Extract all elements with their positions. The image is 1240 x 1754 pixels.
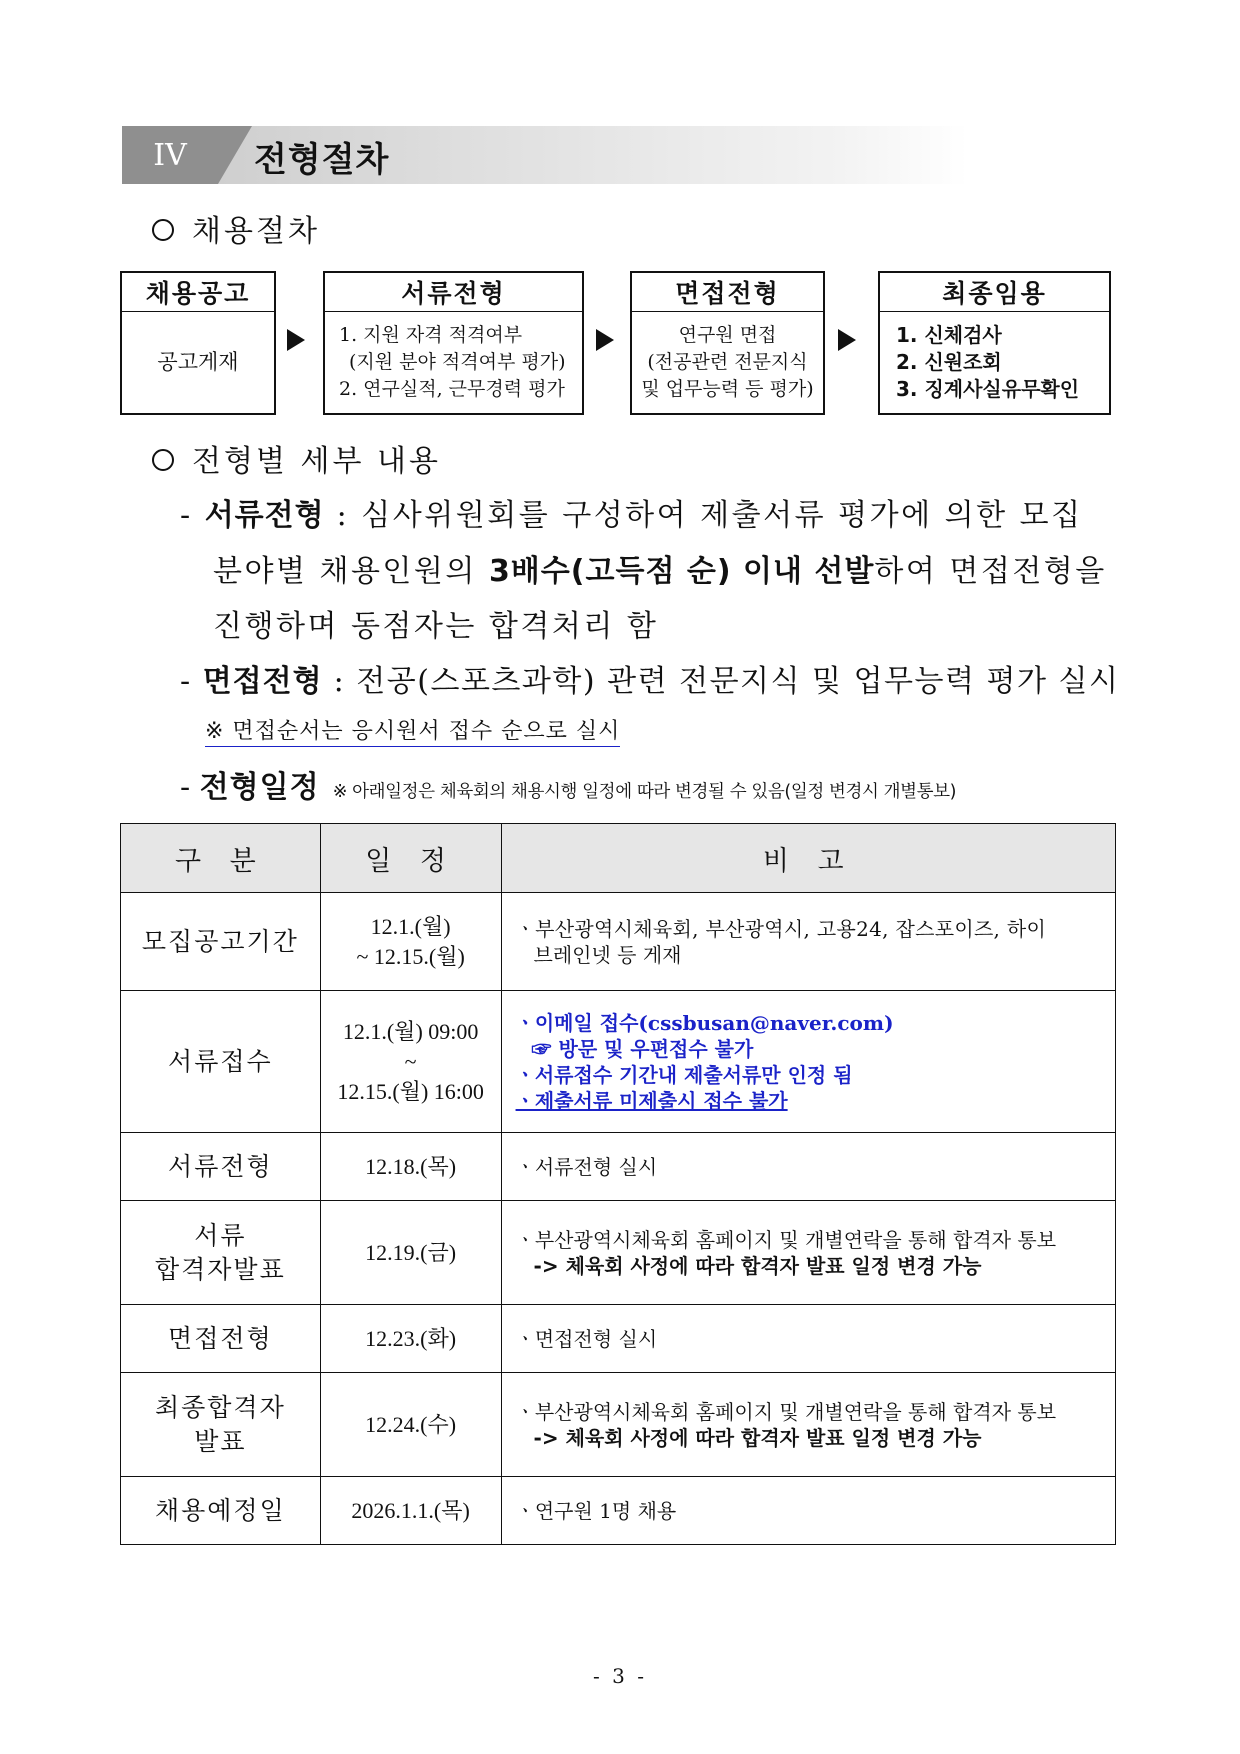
flow-box-line: 연구원 면접 [678,323,777,346]
row-date: 12.1.(월) ~ 12.15.(월) [320,893,501,991]
flow-box-line: (지원 분야 적격여부 평가) [349,350,566,373]
circle-bullet-icon [152,219,174,241]
doc-screening-line-3: 진행하며 동점자는 합격처리 함 [213,609,659,644]
section-number: IV [122,126,218,184]
interview-line: - 면접전형 : 전공(스포츠과학) 관련 전문지식 및 업무능력 평가 실시 [180,664,1120,699]
schedule-table [120,823,1116,1545]
table-row [121,893,1116,991]
table-header-cell: 구 분 [121,824,321,893]
flow-box-announcement [120,271,276,415]
row-date: 12.18.(목) [320,1133,501,1201]
detail-heading: 전형별 세부 내용 [152,436,441,480]
schedule-note: ※ 아래일정은 체육회의 채용시행 일정에 따라 변경될 수 있음(일정 변경시 개별통보) [332,782,957,802]
table-header-row [121,824,1116,893]
table-row [121,1373,1116,1477]
procedure-heading: 채용절차 [152,206,320,250]
section-header [122,126,968,184]
row-note: ㆍ연구원 1명 채용 [501,1477,1115,1545]
flow-box-line: 및 업무능력 등 평가) [641,377,814,400]
flow-box-line: 2. 연구실적, 근무경력 평가 [339,377,565,400]
row-category: 최종합격자 발표 [121,1373,321,1477]
flow-arrow-icon [838,329,856,351]
flow-box-line: 1. 신체검사 [896,322,1002,347]
row-note: ㆍ부산광역시체육회 홈페이지 및 개별연락을 통해 합격자 통보 -> 체육회 사정에 따라 합격자 발표 일정 변경 가능 [501,1373,1115,1477]
row-category: 면접전형 [121,1305,321,1373]
doc-screening-line-1: - 서류전형 : 심사위원회를 구성하여 제출서류 평가에 의한 모집 [180,498,1083,533]
flow-box-line: 1. 지원 자격 적격여부 [339,323,523,346]
flow-box-final-appointment [878,271,1111,415]
page-number: - 3 - [593,1664,647,1688]
flow-box-interview [630,271,825,415]
flow-box-line: (전공관련 전문지식 [647,350,808,373]
row-note: ㆍ이메일 접수(cssbusan@naver.com) ☞ 방문 및 우편접수 불가 ㆍ서류접수 기간내 제출서류만 인정 됨 ㆍ제출서류 미제출시 접수 불가 [501,991,1115,1133]
table-row [121,1305,1116,1373]
flow-box-line: 공고게재 [157,349,239,374]
flow-box-title: 최종임용 [880,273,1109,312]
row-note: ㆍ부산광역시체육회, 부산광역시, 고용24, 잡스포이즈, 하이 브레인넷 등 게재 [501,893,1115,991]
interview-note: ※ 면접순서는 응시원서 접수 순으로 실시 [205,714,620,747]
doc-screening-highlight: 3배수(고득점 순) 이내 선발 [488,554,875,589]
flow-box-title: 채용공고 [122,273,274,312]
table-row [121,1477,1116,1545]
flow-box-line: 3. 징계사실유무확인 [896,376,1080,401]
flow-box-title: 면접전형 [632,273,823,312]
flow-box-title: 서류전형 [325,273,582,312]
row-category: 서류전형 [121,1133,321,1201]
circle-bullet-icon [152,449,174,471]
interview-text: : 전공(스포츠과학) 관련 전문지식 및 업무능력 평가 실시 [333,664,1120,699]
table-header-cell: 비 고 [501,824,1115,893]
row-date: 12.1.(월) 09:00 ~ 12.15.(월) 16:00 [320,991,501,1133]
doc-screening-line-2: 분야별 채용인원의 3배수(고득점 순) 이내 선발하여 면접전형을 [213,554,1107,589]
row-date: 12.24.(수) [320,1373,501,1477]
row-category: 서류접수 [121,991,321,1133]
table-row [121,1133,1116,1201]
flow-arrow-icon [596,329,614,351]
flow-box-line: 2. 신원조회 [896,349,1002,374]
section-title: 전형절차 [254,140,390,180]
row-category: 채용예정일 [121,1477,321,1545]
email-info: ㆍ이메일 접수(cssbusan@naver.com) [515,1010,894,1035]
table-row [121,1201,1116,1305]
section-notch [218,126,252,184]
table-row [121,991,1116,1133]
flow-box-document-screening [323,271,584,415]
table-header-cell: 일 정 [320,824,501,893]
schedule-label: 전형일정 [199,770,320,805]
doc-screening-text: : 심사위원회를 구성하여 제출서류 평가에 의한 모집 [336,498,1083,533]
row-note: ㆍ면접전형 실시 [501,1305,1115,1373]
doc-screening-label: 서류전형 [204,498,325,533]
row-date: 12.23.(화) [320,1305,501,1373]
row-note: ㆍ서류전형 실시 [501,1133,1115,1201]
row-date: 2026.1.1.(목) [320,1477,501,1545]
row-date: 12.19.(금) [320,1201,501,1305]
row-category: 서류 합격자발표 [121,1201,321,1305]
flow-arrow-icon [287,329,305,351]
interview-label: 면접전형 [202,664,323,699]
schedule-heading: - 전형일정 ※ 아래일정은 체육회의 채용시행 일정에 따라 변경될 수 있음(일정 변경시 개별통보) [180,770,957,805]
row-note: ㆍ부산광역시체육회 홈페이지 및 개별연락을 통해 합격자 통보 -> 체육회 사정에 따라 합격자 발표 일정 변경 가능 [501,1201,1115,1305]
row-category: 모집공고기간 [121,893,321,991]
